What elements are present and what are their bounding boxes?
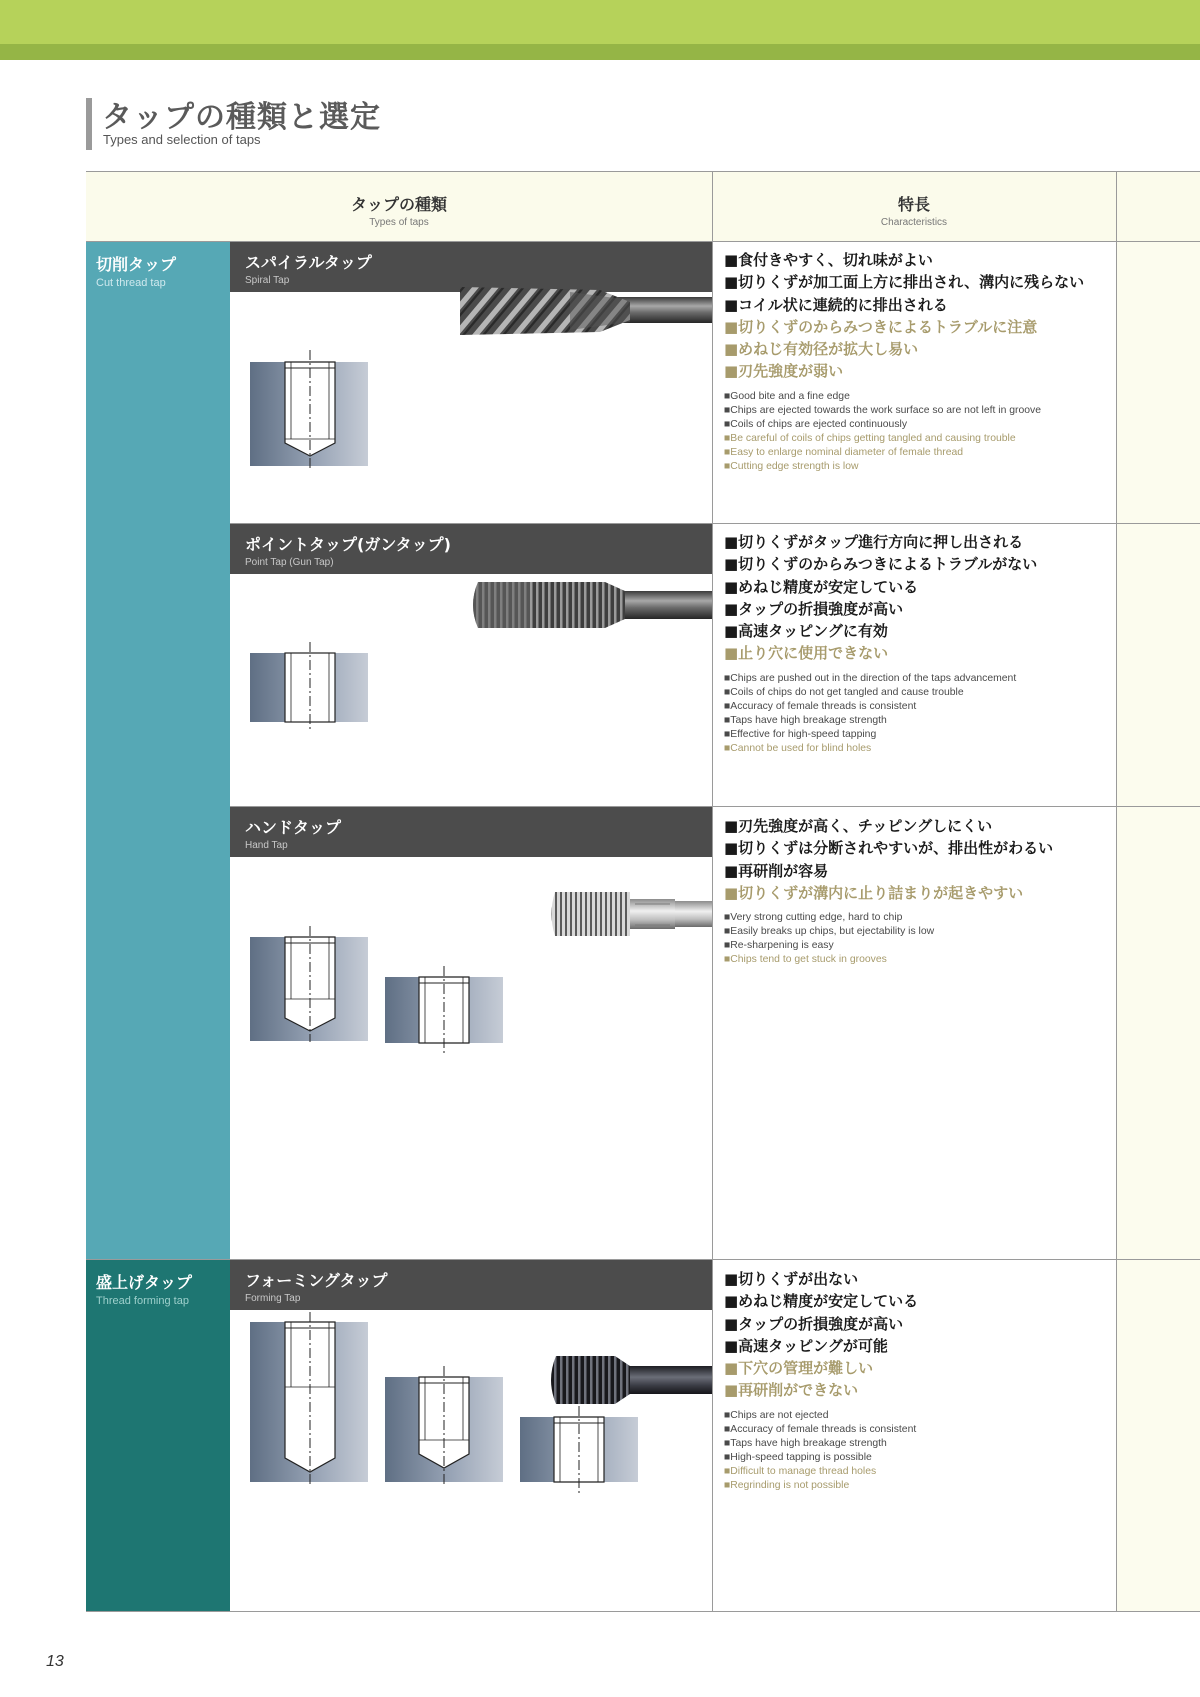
type-name-en: Hand Tap xyxy=(245,840,288,851)
category-label-en: Thread forming tap xyxy=(96,1295,189,1307)
forming-tap-image xyxy=(551,1356,712,1404)
header-chars-jp: 特長 xyxy=(897,195,930,214)
feature-item-jp: ■切りくずがタップ進行方向に押し出される xyxy=(724,533,1024,551)
features-en-list xyxy=(724,672,1094,756)
feature-item-en: ■Difficult to manage thread holes xyxy=(724,1465,877,1477)
feature-item-en: ■Chips tend to get stuck in grooves xyxy=(724,954,887,966)
column-divider xyxy=(1116,171,1117,1612)
feature-item-en: ■Cannot be used for blind holes xyxy=(724,742,872,754)
feature-item-en: ■Coils of chips are ejected continuously xyxy=(724,418,908,430)
feature-item-en: ■Accuracy of female threads is consistent xyxy=(724,700,917,712)
feature-item-jp: ■切りくずは分断されやすいが、排出性がわるい xyxy=(724,839,1054,858)
feature-item-jp: ■めねじ有効径が拡大し易い xyxy=(724,340,919,359)
feature-item-jp: ■下穴の管理が難しい xyxy=(724,1359,874,1378)
spiral-tap-image xyxy=(460,287,712,335)
type-name-jp: ポイントタップ(ガンタップ) xyxy=(245,535,451,554)
header-types-en: Types of taps xyxy=(369,217,429,228)
feature-item-jp: ■刃先強度が高く、チッピングしにくい xyxy=(724,817,993,835)
feature-item-en: ■Easily breaks up chips, but ejectability is low xyxy=(724,926,935,938)
features-forming xyxy=(724,1268,1094,1493)
page-title: タップの種類と選定 xyxy=(102,100,381,135)
feature-item-jp: ■コイル状に連続的に排出される xyxy=(724,295,948,314)
feature-item-en: ■Taps have high breakage strength xyxy=(724,1437,887,1449)
features-jp-list xyxy=(724,249,1094,383)
right-column xyxy=(1116,242,1200,1612)
header-types xyxy=(86,172,712,241)
blind-hole-diagram xyxy=(385,1366,503,1487)
header-chars-en: Characteristics xyxy=(880,217,948,228)
features-jp-list xyxy=(724,1268,1094,1402)
page-subtitle: Types and selection of taps xyxy=(103,132,261,147)
category-label-en: Cut thread tap xyxy=(96,277,166,289)
feature-item-jp: ■切りくずが溝内に止り詰まりが起きやすい xyxy=(724,883,1024,902)
column-divider xyxy=(712,171,713,1612)
feature-item-en: ■Regrinding is not possible xyxy=(724,1479,850,1491)
feature-item-en: ■Accuracy of female threads is consistent xyxy=(724,1423,917,1435)
feature-item-en: ■Re-sharpening is easy xyxy=(724,940,834,952)
features-en-list xyxy=(724,911,1094,967)
hand-tap-image xyxy=(552,892,713,936)
feature-item-en: ■Be careful of coils of chips getting tangled and causing trouble xyxy=(724,432,1016,444)
blind-hole-diagram xyxy=(250,926,368,1042)
feature-item-jp: ■切りくずのからみつきによるトラブルに注意 xyxy=(724,317,1038,336)
feature-item-jp: ■タップの折損強度が高い xyxy=(724,1314,904,1333)
feature-item-jp: ■タップの折損強度が高い xyxy=(724,599,904,618)
type-name-en: Spiral Tap xyxy=(245,275,290,286)
feature-item-jp: ■切りくずのからみつきによるトラブルがない xyxy=(724,555,1038,574)
feature-item-jp: ■高速タッピングが可能 xyxy=(724,1336,888,1355)
feature-item-jp: ■食付きやすく、切れ味がよい xyxy=(724,251,933,269)
type-name-jp: フォーミングタップ xyxy=(245,1271,388,1290)
top-band-accent xyxy=(0,44,1200,60)
feature-item-en: ■Chips are ejected towards the work surface so are not left in groove xyxy=(724,404,1042,416)
feature-item-jp: ■再研削が容易 xyxy=(724,861,829,880)
feature-item-jp: ■切りくずが加工面上方に排出され、溝内に残らない xyxy=(724,273,1085,292)
page-number: 13 xyxy=(46,1653,64,1670)
feature-item-en: ■Good bite and a fine edge xyxy=(724,390,850,402)
feature-item-jp: ■止り穴に使用できない xyxy=(724,644,889,663)
type-name-en: Forming Tap xyxy=(245,1293,301,1304)
header-types-jp: タップの種類 xyxy=(350,195,447,214)
feature-item-jp: ■切りくずが出ない xyxy=(724,1270,859,1288)
feature-item-jp: ■めねじ精度が安定している xyxy=(724,1292,919,1311)
feature-item-jp: ■刃先強度が弱い xyxy=(724,362,844,381)
point-tap-image xyxy=(473,582,712,628)
feature-item-jp: ■めねじ精度が安定している xyxy=(724,577,919,596)
features-en-list xyxy=(724,390,1094,474)
category-label-jp: 盛上げタップ xyxy=(96,1273,193,1292)
feature-item-en: ■Cutting edge strength is low xyxy=(724,460,859,472)
feature-item-en: ■Effective for high-speed tapping xyxy=(724,728,877,740)
category-label-jp: 切削タップ xyxy=(96,255,177,274)
through-hole-diagram xyxy=(385,966,503,1054)
tap-selection-table xyxy=(86,171,1200,1612)
type-name-jp: スパイラルタップ xyxy=(245,253,372,272)
features-spiral xyxy=(724,249,1094,474)
features-en-list xyxy=(724,1409,1094,1493)
type-name-en: Point Tap (Gun Tap) xyxy=(245,557,334,568)
feature-item-en: ■Coils of chips do not get tangled and cause trouble xyxy=(724,686,964,698)
feature-item-en: ■Very strong cutting edge, hard to chip xyxy=(724,912,903,924)
feature-item-en: ■Chips are pushed out in the direction of the taps advancement xyxy=(724,672,1017,684)
feature-item-en: ■Taps have high breakage strength xyxy=(724,714,887,726)
features-point xyxy=(724,531,1094,756)
table-header xyxy=(86,171,1200,242)
feature-item-en: ■High-speed tapping is possible xyxy=(724,1451,872,1463)
through-hole-diagram xyxy=(250,642,368,732)
header-characteristics xyxy=(712,172,1116,241)
feature-item-jp: ■高速タッピングに有効 xyxy=(724,622,888,641)
category-thread-forming xyxy=(86,1260,230,1612)
title-accent-bar xyxy=(86,98,92,150)
blind-hole-diagram xyxy=(250,350,368,468)
category-cut-thread xyxy=(86,242,230,1260)
top-band xyxy=(0,0,1200,44)
type-name-jp: ハンドタップ xyxy=(245,818,342,837)
feature-item-en: ■Easy to enlarge nominal diameter of female thread xyxy=(724,446,964,458)
feature-item-en: ■Chips are not ejected xyxy=(724,1409,829,1421)
blind-hole-diagram xyxy=(250,1312,368,1487)
feature-item-jp: ■再研削ができない xyxy=(724,1381,859,1400)
features-hand xyxy=(724,815,1094,967)
features-jp-list xyxy=(724,815,1094,904)
tap-illustrations xyxy=(230,242,712,1612)
through-hole-diagram xyxy=(520,1406,638,1494)
features-jp-list xyxy=(724,531,1094,665)
